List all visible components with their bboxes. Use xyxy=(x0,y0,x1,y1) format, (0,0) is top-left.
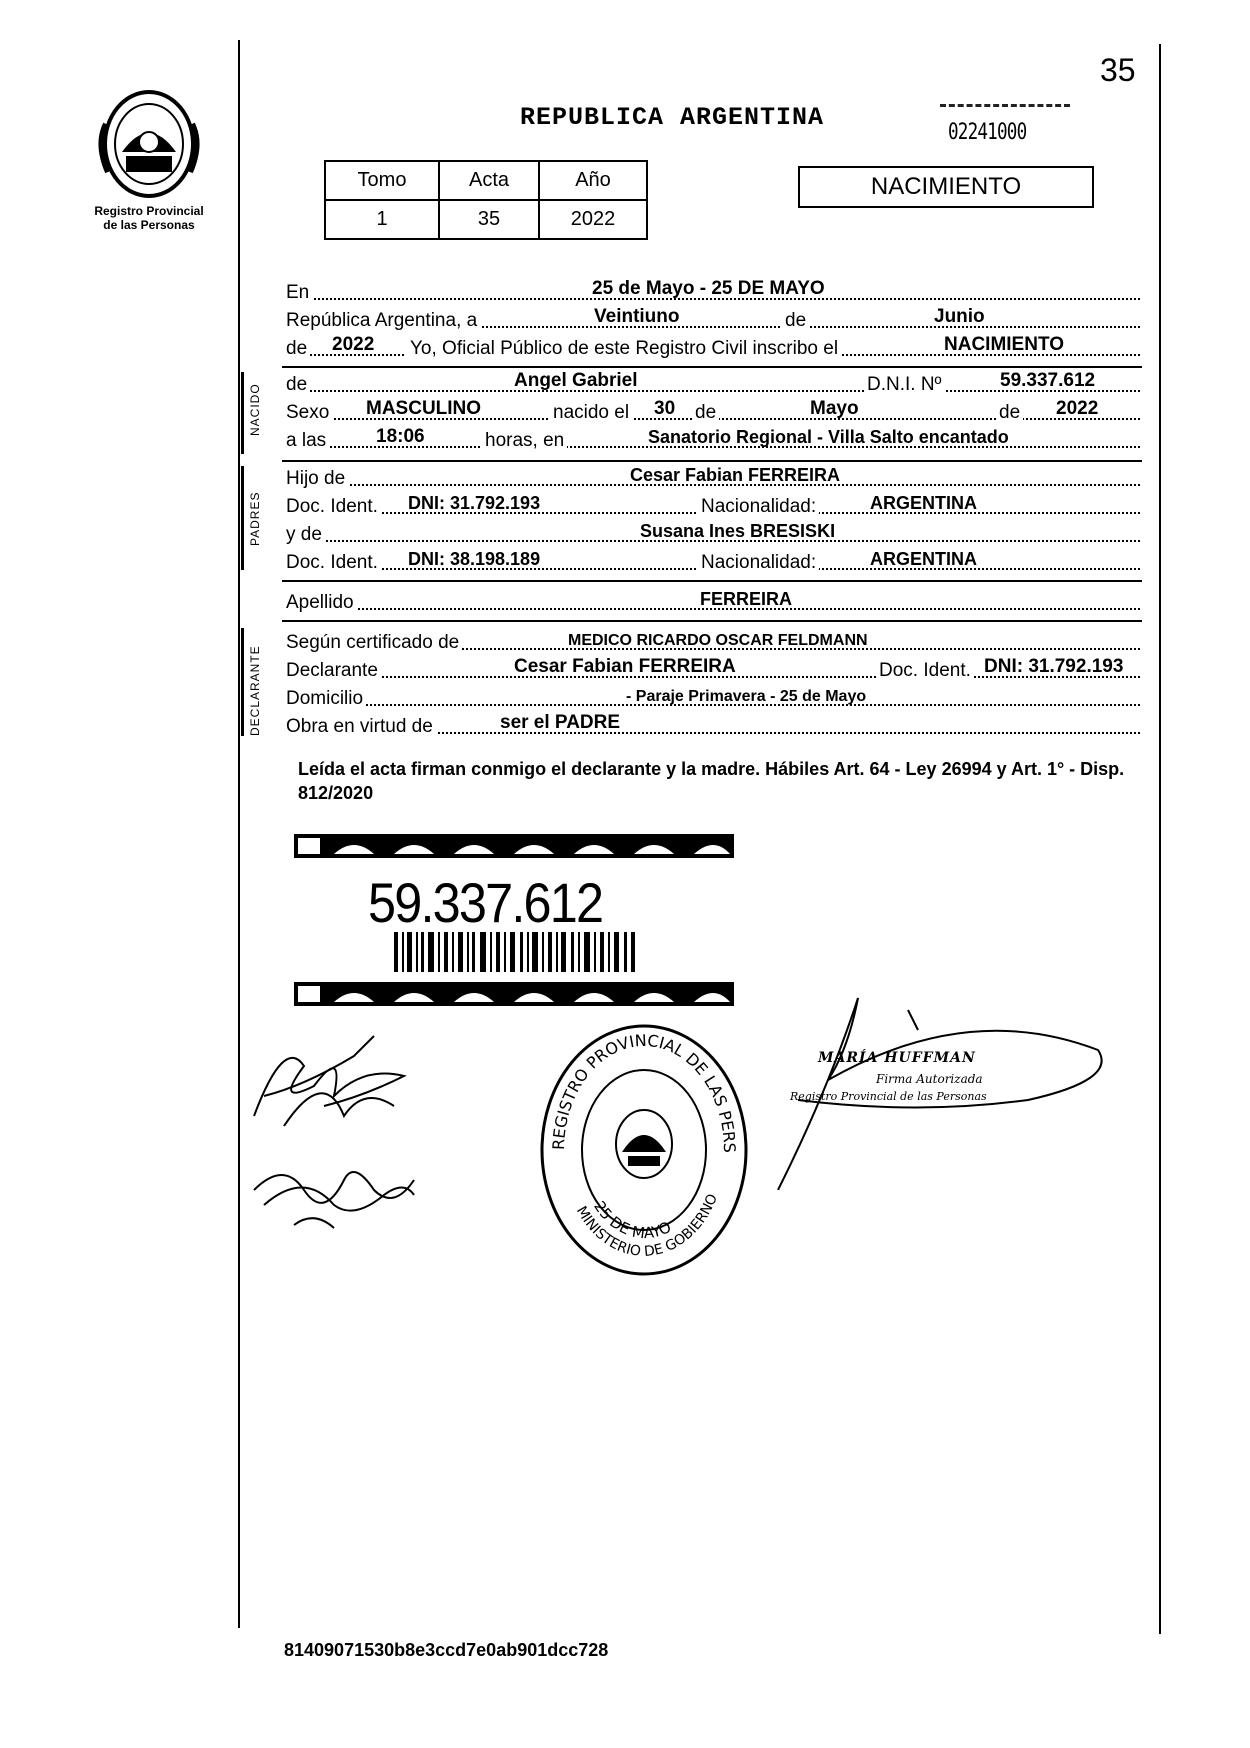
ref-header-ano: Año xyxy=(539,161,647,200)
seal-bottom-text: 25 DE MAYO xyxy=(590,1197,674,1243)
value-month: Junio xyxy=(934,306,985,327)
logo-caption xyxy=(74,204,224,232)
value-en: 25 de Mayo - 25 DE MAYO xyxy=(592,278,825,299)
declarante-section-bar xyxy=(241,628,244,736)
row-en xyxy=(286,278,1140,304)
act-type-box: NACIMIENTO xyxy=(798,166,1094,208)
left-margin-line xyxy=(238,40,240,1628)
label-nacido: nacido el xyxy=(550,402,632,424)
row-padre-doc xyxy=(286,492,1140,518)
value-padre-doc: DNI: 31.792.193 xyxy=(408,493,541,513)
label-en: En xyxy=(286,282,312,304)
value-day: Veintiuno xyxy=(594,306,680,327)
ref-value-ano: 2022 xyxy=(539,200,647,239)
serial-number: 02241000 xyxy=(948,120,1027,145)
label-madre-nac: Nacionalidad: xyxy=(698,552,819,574)
section-label-declarante: DECLARANTE xyxy=(248,645,262,736)
official-stamp-name: MARÍA HUFFMAN xyxy=(818,1050,976,1066)
logo-caption-line1: Registro Provincial xyxy=(94,204,204,218)
row-madre-doc xyxy=(286,548,1140,574)
row-de-year xyxy=(286,334,1140,360)
row-republica xyxy=(286,306,1140,332)
official-seal xyxy=(536,1022,752,1278)
label-sexo: Sexo xyxy=(286,402,332,424)
ref-header-tomo: Tomo xyxy=(325,161,439,200)
signature-madre xyxy=(244,1150,424,1230)
row-sexo xyxy=(286,398,1140,424)
province-logo xyxy=(92,84,206,202)
row-hora xyxy=(286,426,1140,452)
value-madre: Susana Ines BRESISKI xyxy=(640,521,836,541)
value-birth-year: 2022 xyxy=(1056,398,1099,419)
row-domicilio xyxy=(286,684,1140,710)
padres-section-bar xyxy=(241,466,244,570)
section-label-nacido: NACIDO xyxy=(248,383,262,436)
row-apellido xyxy=(286,588,1140,614)
ref-value-acta: 35 xyxy=(439,200,539,239)
row-padre xyxy=(286,464,1140,490)
nacido-section-bar xyxy=(241,372,244,454)
reference-table xyxy=(324,160,648,240)
value-padre: Cesar Fabian FERREIRA xyxy=(630,465,841,485)
row-madre xyxy=(286,520,1140,546)
ref-value-tomo: 1 xyxy=(325,200,439,239)
value-nombre: Angel Gabriel xyxy=(514,370,638,391)
section-separator xyxy=(282,620,1142,622)
label-domicilio: Domicilio xyxy=(286,688,366,710)
right-margin-line xyxy=(1159,44,1161,1634)
value-apellido: FERREIRA xyxy=(700,589,793,609)
seal-bottom-text-2: MINISTERIO DE GOBIERNO xyxy=(572,1191,722,1260)
label-de-year: de xyxy=(286,338,310,360)
row-declarante xyxy=(286,656,1140,682)
value-sexo: MASCULINO xyxy=(366,398,482,419)
label-padre: Hijo de xyxy=(286,468,348,490)
value-padre-nac: ARGENTINA xyxy=(870,493,977,513)
value-act: NACIMIENTO xyxy=(944,334,1064,355)
label-padre-nac: Nacionalidad: xyxy=(698,496,819,518)
document-hash: 81409071530b8e3ccd7e0ab901dcc728 xyxy=(284,1640,609,1660)
label-madre: y de xyxy=(286,524,325,546)
section-label-padres: PADRES xyxy=(248,491,262,546)
label-obra: Obra en virtud de xyxy=(286,716,436,738)
value-declarante: Cesar Fabian FERREIRA xyxy=(514,656,736,677)
label-hora: a las xyxy=(286,430,329,452)
ref-header-acta: Acta xyxy=(439,161,539,200)
value-certificado: MEDICO RICARDO OSCAR FELDMANN xyxy=(568,632,868,649)
value-declarante-doc: DNI: 31.792.193 xyxy=(984,656,1124,677)
value-domicilio: - Paraje Primavera - 25 de Mayo xyxy=(626,688,867,705)
value-year: 2022 xyxy=(332,334,375,355)
label-inscribo: Yo, Oficial Público de este Registro Civil inscribo el xyxy=(406,338,841,360)
label-dni: D.N.I. Nº xyxy=(864,374,945,396)
label-republica: República Argentina, a xyxy=(286,310,480,332)
row-certificado xyxy=(286,628,1140,654)
label-padre-doc: Doc. Ident. xyxy=(286,496,381,518)
value-hora: 18:06 xyxy=(376,426,425,447)
section-separator xyxy=(282,366,1142,368)
value-place: Sanatorio Regional - Villa Salto encantado xyxy=(648,427,1009,447)
section-separator xyxy=(282,580,1142,582)
label-declarante-doc: Doc. Ident. xyxy=(876,660,974,682)
value-madre-doc: DNI: 38.198.189 xyxy=(408,549,541,569)
label-certificado: Según certificado de xyxy=(286,632,462,654)
section-separator xyxy=(282,460,1142,462)
closing-note: Leída el acta firman conmigo el declarante y la madre. Hábiles Art. 64 - Ley 26994 y Art. 1° - Disp. 812/2020 xyxy=(298,759,1125,803)
row-nombre xyxy=(286,370,1140,396)
label-madre-doc: Doc. Ident. xyxy=(286,552,381,574)
official-stamp-line1: Firma Autorizada xyxy=(876,1072,983,1086)
barcode xyxy=(394,932,635,972)
value-birth-day: 30 xyxy=(654,398,676,419)
row-obra xyxy=(286,712,1140,738)
seal-top-text: REGISTRO PROVINCIAL DE LAS PERS xyxy=(548,1030,740,1153)
document-title: REPUBLICA ARGENTINA xyxy=(520,103,825,132)
value-obra: ser el PADRE xyxy=(500,712,621,733)
logo-caption-line2: de las Personas xyxy=(103,218,195,232)
label-nombre: de xyxy=(286,374,310,396)
value-birth-month: Mayo xyxy=(810,398,859,419)
official-stamp-line2: Registro Provincial de las Personas xyxy=(790,1090,987,1103)
signature-declarante xyxy=(244,1026,424,1136)
serial-dash xyxy=(940,104,1070,110)
value-dni: 59.337.612 xyxy=(1000,370,1096,391)
label-de-month: de xyxy=(692,402,719,424)
label-horas: horas, en xyxy=(482,430,567,452)
label-de: de xyxy=(782,310,809,332)
value-madre-nac: ARGENTINA xyxy=(870,549,977,569)
label-declarante: Declarante xyxy=(286,660,381,682)
page-number: 35 xyxy=(1100,52,1136,88)
sticker-dni-number: 59.337.612 xyxy=(368,871,603,934)
label-de-year2: de xyxy=(996,402,1023,424)
label-apellido: Apellido xyxy=(286,592,357,614)
